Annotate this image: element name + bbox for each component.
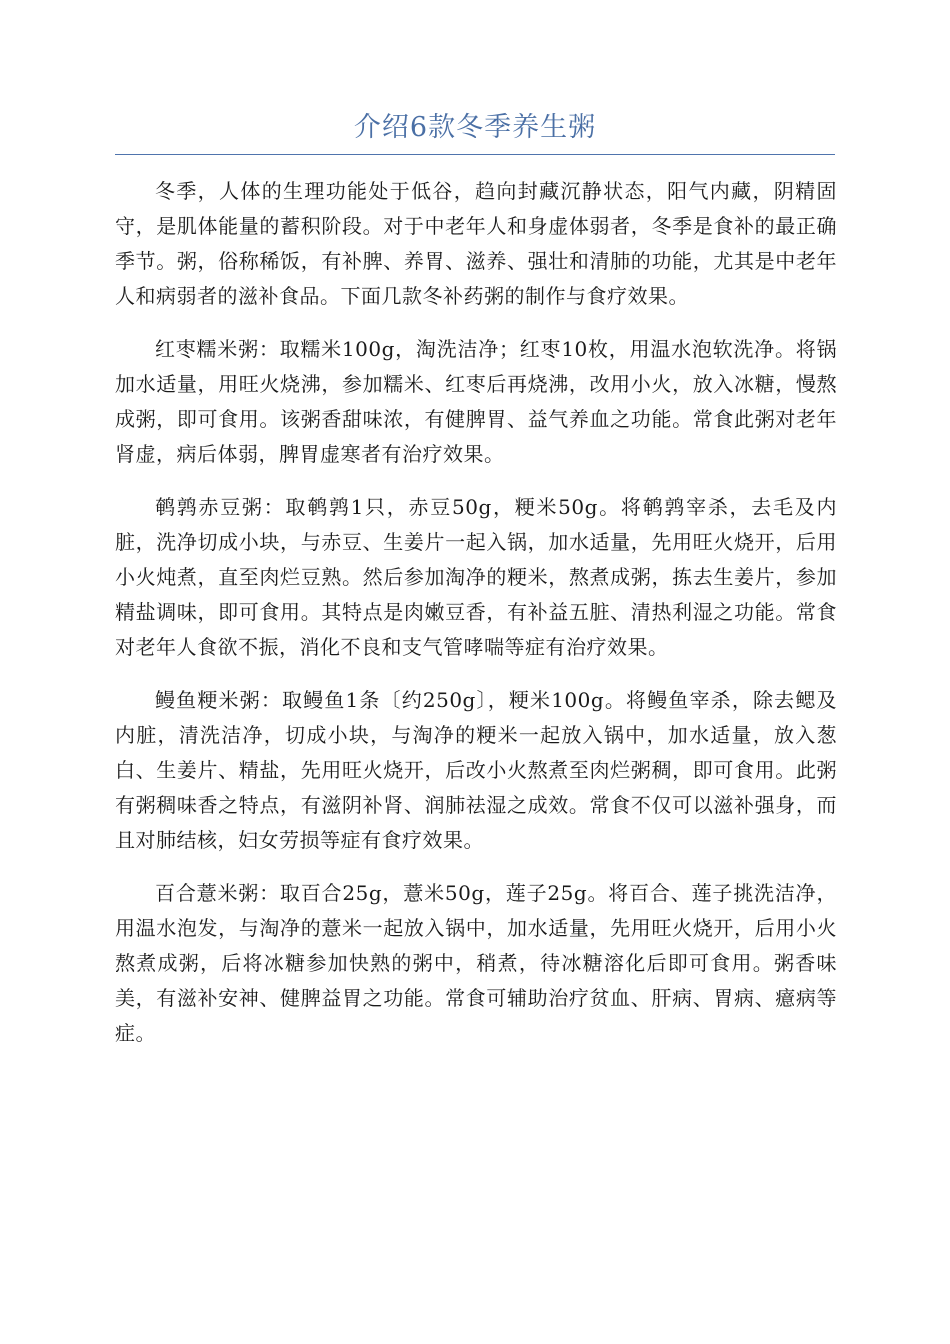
intro-paragraph: 冬季，人体的生理功能处于低谷，趋向封藏沉静状态，阳气内藏，阴精固守，是肌体能量的蓄积阶段。对于中老年人和身虚体弱者，冬季是食补的最正确季节。粥，俗称稀饭，有补脾、养胃、滋养、强壮和清肺的功能，尤其是中老年人和病弱者的滋补食品。下面几款冬补药粥的制作与食疗效果。: [115, 179, 837, 308]
title-underline: [115, 154, 835, 155]
recipe-paragraph-red-date-glutinous-rice: 红枣糯米粥：取糯米100g，淘洗洁净；红枣10枚，用温水泡软洗净。将锅加水适量，用旺火烧沸，参加糯米、红枣后再烧沸，改用小火，放入冰糖，慢熬成粥，即可食用。该粥香甜味浓，有健脾胃、益气养血之功能。常食此粥对老年肾虚，病后体弱，脾胃虚寒者有治疗效果。: [115, 337, 837, 466]
recipe-paragraph-lily-coix: 百合薏米粥：取百合25g，薏米50g，莲子25g。将百合、莲子挑洗洁净，用温水泡发，与淘净的薏米一起放入锅中，加水适量，先用旺火烧开，后用小火熬煮成粥，后将冰糖参加快熟的粥中，稍煮，待冰糖溶化后即可食用。粥香味美，有滋补安神、健脾益胃之功能。常食可辅助治疗贫血、肝病、胃病、癔病等症。: [115, 881, 837, 1045]
recipe-paragraph-eel-rice: 鳗鱼粳米粥：取鳗鱼1条〔约250g〕，粳米100g。将鳗鱼宰杀，除去鳃及内脏，清洗洁净，切成小块，与淘净的粳米一起放入锅中，加水适量，放入葱白、生姜片、精盐，先用旺火烧开，后改小火熬煮至肉烂粥稠，即可食用。此粥有粥稠味香之特点，有滋阴补肾、润肺祛湿之成效。常食不仅可以滋补强身，而且对肺结核，妇女劳损等症有食疗效果。: [115, 688, 837, 852]
recipe-paragraph-quail-red-bean: 鹌鹑赤豆粥：取鹌鹑1只，赤豆50g，粳米50g。将鹌鹑宰杀，去毛及内脏，洗净切成小块，与赤豆、生姜片一起入锅，加水适量，先用旺火烧开，后用小火炖煮，直至肉烂豆熟。然后参加淘净的粳米，熬煮成粥，拣去生姜片，参加精盐调味，即可食用。其特点是肉嫩豆香，有补益五脏、清热利湿之功能。常食对老年人食欲不振，消化不良和支气管哮喘等症有治疗效果。: [115, 495, 837, 659]
document-body: [115, 174, 837, 1069]
page-title: 介绍6款冬季养生粥: [353, 112, 597, 143]
